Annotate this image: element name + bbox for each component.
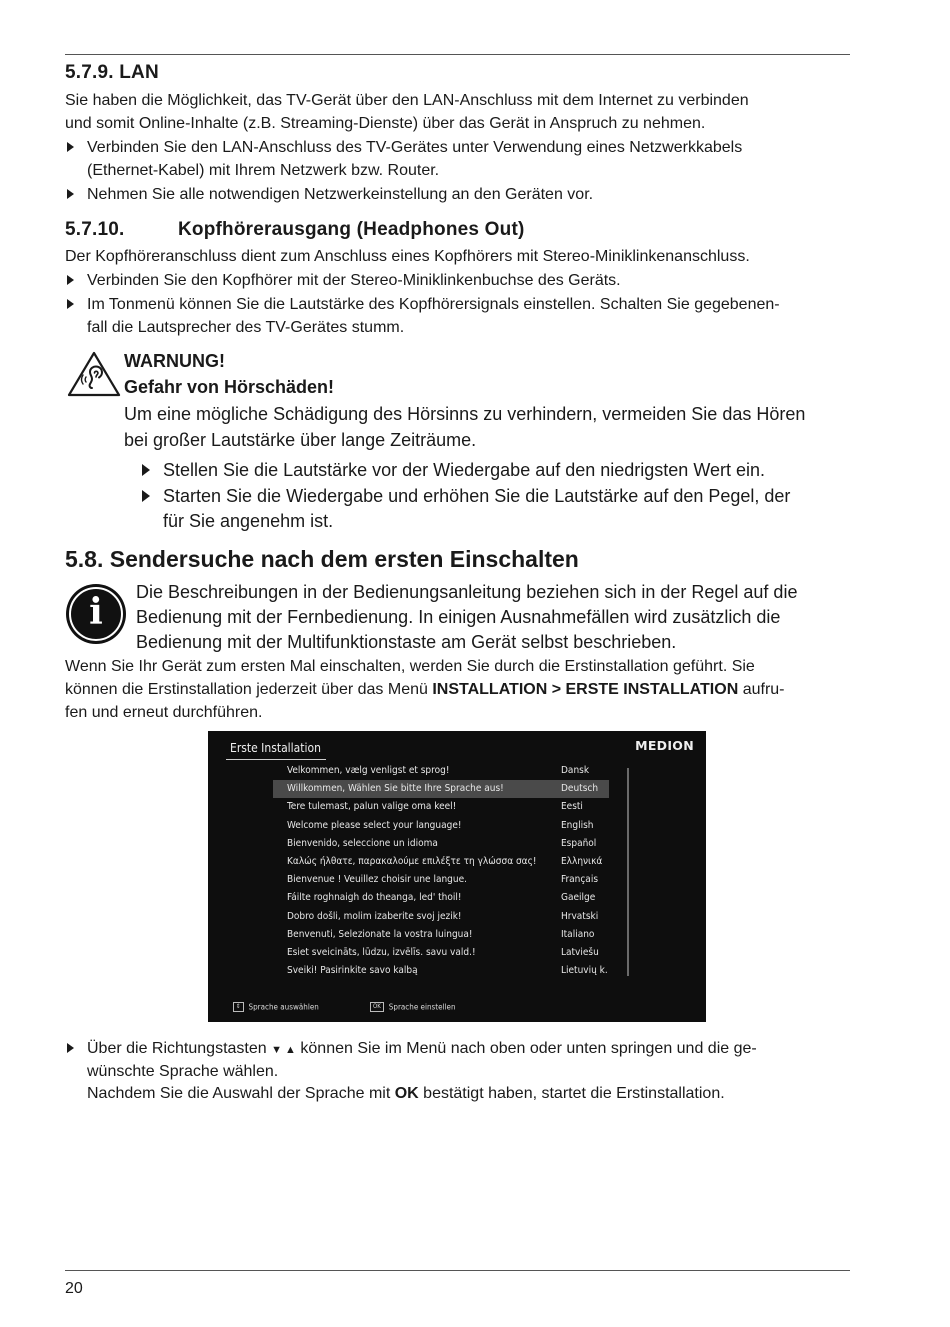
- warning-text: bei großer Lautstärke über lange Zeiträume.: [124, 430, 477, 450]
- bullet-text: fall die Lautsprecher des TV-Gerätes stumm.: [87, 319, 405, 336]
- tv-language-phrase: Benvenuti, Selezionate la vostra luingua!: [287, 928, 473, 940]
- tv-language-row[interactable]: [273, 780, 609, 798]
- tv-language-row[interactable]: [273, 908, 609, 926]
- section-heading-headphones: Kopfhörerausgang (Headphones Out): [178, 219, 525, 240]
- info-text: Bedienung mit der Fernbedienung. In einigen Ausnahmefällen wird zusätzlich die: [136, 607, 781, 627]
- top-rule: [65, 54, 850, 55]
- paragraph: und somit Online-Inhalte (z.B. Streaming-Dienste) über das Gerät in Anspruch zu nehmen.: [65, 115, 706, 132]
- ok-key-label: OK: [394, 1085, 419, 1102]
- paragraph: Der Kopfhöreranschluss dient zum Anschluss eines Kopfhörers mit Stereo-Miniklinkenanschluss.: [65, 248, 750, 265]
- paragraph: Sie haben die Möglichkeit, das TV-Gerät über den LAN-Anschluss mit dem Internet zu verbinden: [65, 92, 749, 109]
- tv-language-phrase: Willkommen, Wählen Sie bitte Ihre Sprache aus!: [287, 783, 504, 795]
- tv-language-name: Hrvatski: [561, 910, 599, 922]
- info-text: Bedienung mit der Multifunktionstaste am Gerät selbst beschrieben.: [136, 632, 677, 652]
- tv-language-name: Eesti: [561, 801, 583, 813]
- tv-footer-label: Sprache auswählen: [248, 1002, 319, 1012]
- tv-language-row[interactable]: [273, 853, 609, 871]
- tv-screen-title: Erste Installation: [230, 741, 321, 755]
- warning-subtitle: Gefahr von Hörschäden!: [124, 377, 335, 397]
- updown-key-icon: ⇕: [233, 1002, 244, 1012]
- tv-language-phrase: Tere tulemast, palun valige oma keel!: [287, 801, 457, 813]
- tv-footer-hint-confirm: [370, 1002, 456, 1012]
- tv-language-row[interactable]: [273, 762, 609, 780]
- bullet-arrow-icon: [67, 189, 74, 199]
- tv-language-name: Italiano: [561, 928, 595, 940]
- tv-language-name: Español: [561, 837, 597, 849]
- tv-footer-label: Sprache einstellen: [388, 1002, 456, 1012]
- warning-bullet-text: Starten Sie die Wiedergabe und erhöhen Sie die Lautstärke auf den Pegel, der: [163, 486, 791, 506]
- tv-scrollbar: [627, 768, 629, 976]
- bullet-text-part: können Sie im Menü nach oben oder unten springen und die ge-: [295, 1040, 757, 1057]
- tv-language-phrase: Welcome please select your language!: [287, 819, 462, 831]
- tv-language-row[interactable]: [273, 798, 609, 816]
- tv-language-phrase: Dobro došli, molim izaberite svoj jezik!: [287, 910, 462, 922]
- bullet-arrow-icon: [142, 490, 150, 502]
- tv-language-row[interactable]: [273, 926, 609, 944]
- tv-language-row[interactable]: [273, 835, 609, 853]
- bullet-text: [87, 1037, 757, 1063]
- tv-language-row[interactable]: [273, 817, 609, 835]
- tv-language-phrase: Velkommen, vælg venligst et sprog!: [287, 765, 450, 776]
- bullet-arrow-icon: [67, 1043, 74, 1053]
- tv-language-name: Gaeilge: [561, 892, 596, 904]
- tv-language-phrase: Bienvenue ! Veuillez choisir une langue.: [287, 874, 467, 886]
- bullet-text-part: Nachdem Sie die Auswahl der Sprache mit: [87, 1085, 395, 1102]
- bullet-text: Im Tonmenü können Sie die Lautstärke des Kopfhörersignals einstellen. Schalten Sie gegebenen-: [87, 296, 780, 313]
- bottom-rule: [65, 1270, 850, 1271]
- tv-first-installation-screen: [208, 731, 706, 1022]
- tv-language-name: Lietuvių k.: [561, 965, 608, 977]
- warning-bullet-text: für Sie angenehm ist.: [163, 511, 334, 531]
- paragraph: fen und erneut durchführen.: [65, 704, 263, 721]
- bullet-text: [87, 1082, 725, 1106]
- arrow-keys-icon: ▼ ▲: [271, 1044, 296, 1056]
- tv-title-underline: [226, 759, 326, 760]
- tv-language-phrase: Bienvenido, seleccione un idioma: [287, 837, 438, 849]
- page-number: 20: [65, 1280, 83, 1297]
- tv-language-name: Deutsch: [561, 783, 599, 795]
- tv-footer-hint-select: [233, 1002, 319, 1012]
- tv-language-name: Ελληνικά: [561, 855, 603, 867]
- bullet-text: wünschte Sprache wählen.: [87, 1063, 279, 1080]
- tv-language-row[interactable]: [273, 944, 609, 962]
- tv-language-phrase: Esiet sveicināts, lūdzu, izvēlīs. savu vald.!: [287, 946, 476, 958]
- hearing-warning-icon: [66, 350, 122, 398]
- bullet-text-part: bestätigt haben, startet die Erstinstallation.: [418, 1085, 725, 1102]
- tv-language-phrase: Sveiki! Pasirinkite savo kalbą: [287, 965, 418, 977]
- paragraph-text: können die Erstinstallation jederzeit über das Menü: [65, 681, 433, 698]
- section-heading-lan: 5.7.9. LAN: [65, 62, 159, 83]
- tv-language-name: Latviešu: [561, 946, 599, 958]
- paragraph: Wenn Sie Ihr Gerät zum ersten Mal einschalten, werden Sie durch die Erstinstallation geführt. Sie: [65, 658, 755, 675]
- section-heading-channel-search: 5.8. Sendersuche nach dem ersten Einschalten: [65, 546, 579, 572]
- tv-language-list: [273, 762, 609, 980]
- bullet-text: (Ethernet-Kabel) mit Ihrem Netzwerk bzw. Router.: [87, 162, 440, 179]
- paragraph: [65, 678, 785, 702]
- info-icon: i: [66, 584, 126, 644]
- info-text: Die Beschreibungen in der Bedienungsanleitung beziehen sich in der Regel auf die: [136, 582, 798, 602]
- bullet-arrow-icon: [67, 275, 74, 285]
- tv-language-phrase: Καλώς ήλθατε, παρακαλούμε επιλέξτε τη γλώσσα σας!: [287, 855, 537, 867]
- bullet-text: Nehmen Sie alle notwendigen Netzwerkeinstellung an den Geräten vor.: [87, 186, 594, 203]
- warning-text: Um eine mögliche Schädigung des Hörsinns zu verhindern, vermeiden Sie das Hören: [124, 404, 806, 424]
- tv-language-name: English: [561, 819, 594, 831]
- section-number-headphones: 5.7.10.: [65, 219, 125, 240]
- tv-language-phrase: Fáilte roghnaigh do theanga, led' thoil!: [287, 892, 462, 904]
- tv-language-row[interactable]: [273, 962, 609, 980]
- bullet-text: Verbinden Sie den Kopfhörer mit der Stereo-Miniklinkenbuchse des Geräts.: [87, 272, 621, 289]
- bullet-arrow-icon: [67, 299, 74, 309]
- bullet-arrow-icon: [67, 142, 74, 152]
- tv-language-row[interactable]: [273, 871, 609, 889]
- warning-bullet-text: Stellen Sie die Lautstärke vor der Wiedergabe auf den niedrigsten Wert ein.: [163, 460, 766, 480]
- bullet-text: Verbinden Sie den LAN-Anschluss des TV-Gerätes unter Verwendung eines Netzwerkkabels: [87, 139, 743, 156]
- menu-path: INSTALLATION > ERSTE INSTALLATION: [432, 681, 739, 698]
- tv-language-name: Dansk: [561, 765, 590, 776]
- paragraph-text: aufru-: [738, 681, 785, 698]
- tv-language-name: Français: [561, 874, 599, 886]
- ok-key-icon: OK: [370, 1002, 384, 1012]
- warning-title: WARNUNG!: [124, 351, 225, 371]
- bullet-arrow-icon: [142, 464, 150, 476]
- tv-language-row[interactable]: [273, 889, 609, 907]
- medion-logo: MEDION: [635, 738, 694, 753]
- bullet-text-part: Über die Richtungstasten: [87, 1040, 272, 1057]
